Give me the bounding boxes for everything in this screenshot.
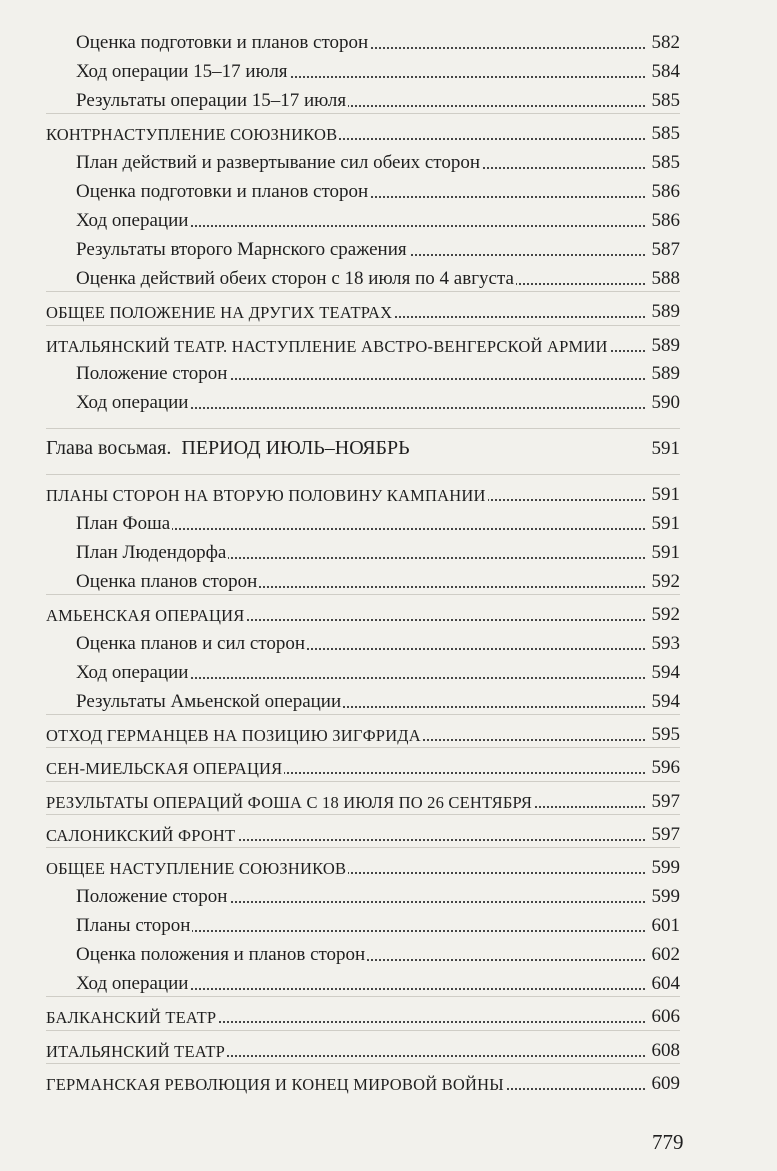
toc-entry-page: 597 bbox=[648, 791, 681, 813]
toc-entry-page: 589 bbox=[648, 335, 681, 357]
toc-entry-page: 601 bbox=[648, 915, 681, 937]
toc-entry bbox=[0, 297, 777, 327]
toc-entry-page: 592 bbox=[648, 571, 681, 593]
toc-entry bbox=[0, 480, 777, 510]
toc-entry-page: 606 bbox=[648, 1006, 681, 1028]
toc-entry-page: 592 bbox=[648, 604, 681, 626]
toc-entry-title: Результаты второго Марнского сражения bbox=[76, 239, 407, 260]
toc-entry-title: Положение сторон bbox=[76, 886, 228, 907]
divider bbox=[46, 428, 680, 429]
toc-entry-title: ПЛАНЫ СТОРОН НА ВТОРУЮ ПОЛОВИНУ КАМПАНИИ bbox=[46, 486, 486, 505]
toc-entry bbox=[0, 206, 777, 236]
toc-entry bbox=[0, 658, 777, 688]
toc-entry-page: 582 bbox=[648, 32, 681, 54]
toc-entry-title: СЕН-МИЕЛЬСКАЯ ОПЕРАЦИЯ bbox=[46, 759, 283, 778]
toc-entry-title: Результаты операции 15–17 июля bbox=[76, 90, 347, 111]
toc-entry bbox=[0, 388, 777, 418]
toc-entry bbox=[0, 331, 777, 361]
toc-entry-page: 585 bbox=[648, 123, 681, 145]
toc-entry-title: Оценка подготовки и планов сторон bbox=[76, 181, 369, 202]
toc-entry-title: ОБЩЕЕ ПОЛОЖЕНИЕ НА ДРУГИХ ТЕАТРАХ bbox=[46, 303, 393, 322]
toc-entry-title: ОБЩЕЕ НАСТУПЛЕНИЕ СОЮЗНИКОВ bbox=[46, 859, 347, 878]
toc-entry bbox=[0, 1002, 777, 1032]
toc-entry-page: 595 bbox=[648, 724, 681, 746]
toc-entry-page: 591 bbox=[648, 513, 681, 535]
toc-entry bbox=[0, 86, 777, 116]
toc-entry bbox=[0, 940, 777, 970]
toc-entry-title bbox=[46, 437, 412, 460]
toc-entry-page: 602 bbox=[648, 944, 681, 966]
toc-entry-title: ОТХОД ГЕРМАНЦЕВ НА ПОЗИЦИЮ ЗИГФРИДА bbox=[46, 726, 421, 745]
toc-entry bbox=[0, 1036, 777, 1066]
toc-entry bbox=[0, 1069, 777, 1099]
toc-entry-page: 588 bbox=[648, 268, 681, 290]
toc-entry-title: Оценка действий обеих сторон с 18 июля по 4 августа bbox=[76, 268, 514, 289]
toc-entry bbox=[0, 235, 777, 265]
toc-entry bbox=[0, 567, 777, 597]
toc-entry-title: Положение сторон bbox=[76, 363, 228, 384]
toc-entry-title: РЕЗУЛЬТАТЫ ОПЕРАЦИЙ ФОША С 18 ИЮЛЯ ПО 26 СЕНТЯБРЯ bbox=[46, 793, 533, 812]
toc-entry-title: План Людендорфа bbox=[76, 542, 227, 563]
toc-entry-title: ИТАЛЬЯНСКИЙ ТЕАТР. НАСТУПЛЕНИЕ АВСТРО-ВЕНГЕРСКОЙ АРМИИ bbox=[46, 337, 608, 356]
divider bbox=[46, 996, 680, 997]
toc-entry-page: 593 bbox=[648, 633, 681, 655]
toc-entry-page: 589 bbox=[648, 363, 681, 385]
toc-entry-title: План действий и развертывание сил обеих сторон bbox=[76, 152, 481, 173]
page-number: 779 bbox=[652, 1130, 684, 1154]
toc-entry bbox=[0, 882, 777, 912]
toc-entry bbox=[0, 177, 777, 207]
toc-entry-page: 591 bbox=[648, 438, 681, 460]
divider bbox=[46, 474, 680, 475]
toc-entry bbox=[0, 538, 777, 568]
toc-entry-title: Ход операции bbox=[76, 392, 189, 413]
divider bbox=[46, 1063, 680, 1064]
divider bbox=[46, 747, 680, 748]
toc-entry-title: ГЕРМАНСКАЯ РЕВОЛЮЦИЯ И КОНЕЦ МИРОВОЙ ВОЙНЫ bbox=[46, 1075, 504, 1094]
toc-entry bbox=[0, 753, 777, 783]
leader-dots bbox=[90, 528, 645, 530]
toc-entry-page: 585 bbox=[648, 90, 681, 112]
toc-entry bbox=[0, 264, 777, 294]
toc-entry-page: 589 bbox=[648, 301, 681, 323]
toc-entry-page: 591 bbox=[648, 542, 681, 564]
toc-entry-page: 609 bbox=[648, 1073, 681, 1095]
toc-entry-title: Оценка подготовки и планов сторон bbox=[76, 32, 369, 53]
divider bbox=[46, 814, 680, 815]
toc-entry-title: Ход операции 15–17 июля bbox=[76, 61, 288, 82]
toc-entry-page: 585 bbox=[648, 152, 681, 174]
toc-entry bbox=[0, 787, 777, 817]
toc-entry-title: Ход операции bbox=[76, 973, 189, 994]
toc-entry-page: 591 bbox=[648, 484, 681, 506]
toc-entry-title: Планы сторон bbox=[76, 915, 191, 936]
toc-entry-page: 596 bbox=[648, 757, 681, 779]
toc-entry bbox=[0, 57, 777, 87]
divider bbox=[46, 594, 680, 595]
toc-entry-page: 608 bbox=[648, 1040, 681, 1062]
toc-entry bbox=[0, 720, 777, 750]
toc-entry bbox=[0, 509, 777, 539]
toc-entry-page: 586 bbox=[648, 210, 681, 232]
toc-entry bbox=[0, 820, 777, 850]
toc-entry-page: 594 bbox=[648, 691, 681, 713]
toc-entry-title: Результаты Амьенской операции bbox=[76, 691, 342, 712]
toc-entry bbox=[0, 629, 777, 659]
toc-entry-title: Оценка планов и сил сторон bbox=[76, 633, 305, 654]
toc-entry-title: Ход операции bbox=[76, 662, 189, 683]
divider bbox=[46, 847, 680, 848]
toc-entry-page: 599 bbox=[648, 857, 681, 879]
divider bbox=[46, 291, 680, 292]
chapter-label: Глава восьмая. bbox=[46, 437, 172, 459]
toc-entry-title: САЛОНИКСКИЙ ФРОНТ bbox=[46, 826, 236, 845]
toc-entry-title: БАЛКАНСКИЙ ТЕАТР bbox=[46, 1008, 217, 1027]
toc-entry bbox=[0, 28, 777, 58]
divider bbox=[46, 781, 680, 782]
divider bbox=[46, 1030, 680, 1031]
divider bbox=[46, 113, 680, 114]
chapter-title: ПЕРИОД ИЮЛЬ–НОЯБРЬ bbox=[181, 437, 410, 459]
toc-entry-title: Ход операции bbox=[76, 210, 189, 231]
toc-entry bbox=[0, 434, 777, 464]
toc-entry-title: КОНТРНАСТУПЛЕНИЕ СОЮЗНИКОВ bbox=[46, 125, 338, 144]
toc-entry-page: 584 bbox=[648, 61, 681, 83]
toc-entry-title: Оценка планов сторон bbox=[76, 571, 258, 592]
toc-entry bbox=[0, 148, 777, 178]
toc-entry bbox=[0, 969, 777, 999]
toc-entry bbox=[0, 600, 777, 630]
toc-entry bbox=[0, 359, 777, 389]
toc-entry-page: 604 bbox=[648, 973, 681, 995]
toc-entry-page: 594 bbox=[648, 662, 681, 684]
toc-entry-page: 597 bbox=[648, 824, 681, 846]
toc-entry-title: План Фоша bbox=[76, 513, 171, 534]
divider bbox=[46, 325, 680, 326]
toc-entry-page: 586 bbox=[648, 181, 681, 203]
toc-entry-page: 590 bbox=[648, 392, 681, 414]
toc-entry bbox=[0, 853, 777, 883]
divider bbox=[46, 714, 680, 715]
toc-entry-title: АМЬЕНСКАЯ ОПЕРАЦИЯ bbox=[46, 606, 245, 625]
toc-entry-title: Оценка положения и планов сторон bbox=[76, 944, 366, 965]
toc-entry-title: ИТАЛЬЯНСКИЙ ТЕАТР bbox=[46, 1042, 226, 1061]
toc-entry-page: 599 bbox=[648, 886, 681, 908]
toc-entry bbox=[0, 687, 777, 717]
toc-entry bbox=[0, 119, 777, 149]
toc-entry-page: 587 bbox=[648, 239, 681, 261]
toc-entry bbox=[0, 911, 777, 941]
